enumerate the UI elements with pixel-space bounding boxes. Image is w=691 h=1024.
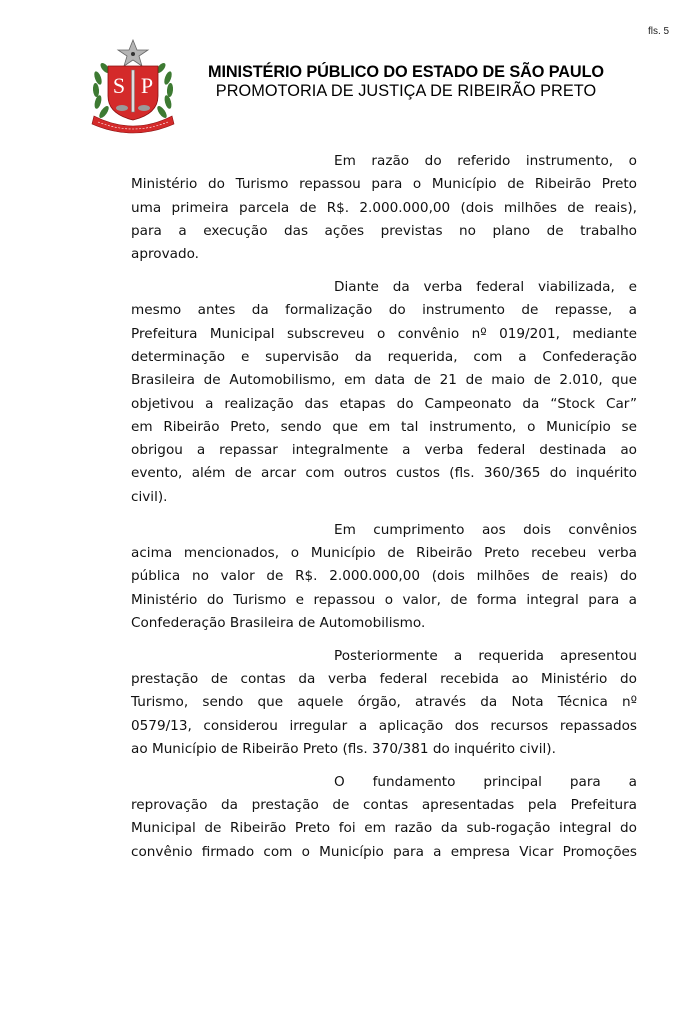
text-line: uma primeira parcela de R$. 2.000.000,00 (dois milhões de reais), — [131, 199, 637, 216]
text-line: Posteriormente a requerida apresentou — [334, 647, 637, 664]
institution-title: MINISTÉRIO PÚBLICO DO ESTADO DE SÃO PAULO — [207, 63, 604, 81]
sao-paulo-coat-of-arms-logo — [88, 38, 178, 134]
text-line: reprovação da prestação de contas apresentadas pela Prefeitura — [131, 797, 637, 814]
text-line: acima mencionados, o Município de Ribeirão Preto recebeu verba — [131, 544, 637, 561]
text-line: Confederação Brasileira de Automobilismo. — [131, 614, 426, 631]
sword-icon — [132, 70, 135, 112]
text-line: obrigou a repassar integralmente a verba federal destinada ao — [131, 442, 637, 459]
text-line: evento, além de arcar com outros custos (fls. 360/365 do inquérito — [131, 465, 637, 482]
text-line: convênio firmado com o Município para a empresa Vicar Promoções — [131, 843, 637, 860]
logo-initial-p: P — [140, 73, 154, 98]
text-line: 0579/13, considerou irregular a aplicação dos recursos repassados — [131, 717, 637, 734]
paragraph — [131, 150, 637, 266]
text-line: aprovado. — [131, 246, 199, 263]
page-folio: fls. 5 — [648, 26, 670, 37]
text-line: Turismo, sendo que aquele órgão, através da Nota Técnica nº — [131, 694, 637, 711]
text-line: O fundamento principal para a — [334, 773, 637, 790]
document-body — [131, 150, 637, 874]
paragraph — [131, 771, 637, 864]
text-line: prestação de contas da verba federal recebida ao Ministério do — [131, 671, 637, 688]
text-line: determinação e supervisão da requerida, com a Confederação — [131, 348, 637, 365]
letterhead — [186, 63, 626, 101]
text-line: Ministério do Turismo repassou para o Município de Ribeirão Preto — [131, 176, 637, 193]
text-line: pública no valor de R$. 2.000.000,00 (dois milhões de reais) do — [131, 568, 637, 585]
paragraph — [131, 519, 637, 635]
text-line: Brasileira de Automobilismo, em data de 21 de maio de 2.010, que — [131, 372, 637, 389]
text-line: objetivou a realização das etapas do Campeonato da “Stock Car” — [131, 395, 637, 412]
text-line: Ministério do Turismo e repassou o valor, de forma integral para a — [131, 591, 637, 608]
text-line: Prefeitura Municipal subscreveu o convênio nº 019/201, mediante — [131, 325, 637, 342]
text-line: mesmo antes da formalização do instrumento de repasse, a — [131, 302, 637, 319]
text-line: Diante da verba federal viabilizada, e — [334, 279, 637, 296]
text-line: ao Município de Ribeirão Preto (fls. 370/381 do inquérito civil). — [131, 740, 556, 757]
text-line: Municipal de Ribeirão Preto foi em razão da sub-rogação integral do — [131, 820, 637, 837]
institution-subtitle: PROMOTORIA DE JUSTIÇA DE RIBEIRÃO PRETO — [215, 82, 597, 100]
logo-initial-s: S — [112, 73, 126, 98]
text-line: civil). — [131, 488, 168, 505]
paragraph — [131, 276, 637, 509]
text-line: para a execução das ações previstas no plano de trabalho — [131, 222, 637, 239]
paragraph — [131, 645, 637, 761]
text-line: Em cumprimento aos dois convênios — [334, 521, 637, 538]
text-line: em Ribeirão Preto, sendo que em tal instrumento, o Município se — [131, 418, 637, 435]
text-line: Em razão do referido instrumento, o — [334, 153, 637, 169]
